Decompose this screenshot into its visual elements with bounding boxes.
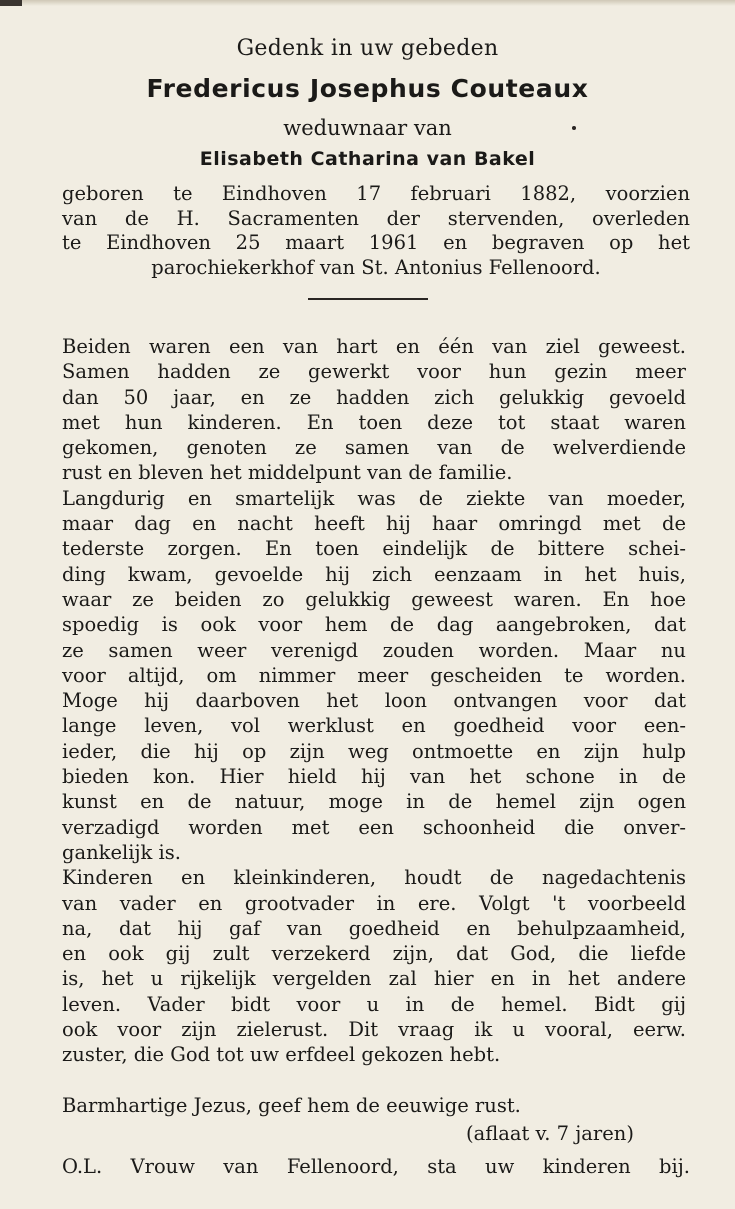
text-line: Langdurig en smartelijk was de ziekte van moeder, bbox=[62, 486, 686, 510]
card-top-edge bbox=[0, 0, 735, 6]
text-line: Kinderen en kleinkinderen, houdt de nagedachtenis bbox=[62, 866, 686, 890]
memorial-text bbox=[62, 334, 686, 1068]
text-line: kunst en de natuur, moge in de hemel zijn ogen bbox=[62, 790, 686, 814]
ink-dot bbox=[572, 126, 576, 130]
prayer-line: Barmhartige Jezus, geef hem de eeuwige rust. bbox=[62, 1094, 521, 1117]
text-line: en ook gij zult verzekerd zijn, dat God, die liefde bbox=[62, 942, 686, 966]
deceased-name: Fredericus Josephus Couteaux bbox=[146, 74, 589, 103]
text-line: Moge hij daarboven het loon ontvangen voor dat bbox=[62, 689, 686, 713]
text-line: voor altijd, om nimmer meer gescheiden te worden. bbox=[62, 663, 686, 687]
text-line: bieden kon. Hier hield hij van het schone in de bbox=[62, 765, 686, 789]
text-line: ieder, die hij op zijn weg ontmoette en zijn hulp bbox=[62, 739, 686, 763]
text-line: zuster, die God tot uw erfdeel gekozen hebt. bbox=[62, 1043, 501, 1067]
divider-rule bbox=[308, 298, 428, 300]
bio-line: te Eindhoven 25 maart 1961 en begraven op het bbox=[62, 231, 690, 254]
text-line: lange leven, vol werklust en goedheid voor een- bbox=[62, 714, 686, 738]
text-line: ook voor zijn zielerust. Dit vraag ik u vooral, eerw. bbox=[62, 1018, 686, 1042]
text-line: van vader en grootvader in ere. Volgt 't voorbeeld bbox=[62, 891, 686, 915]
text-line: leven. Vader bidt voor u in de hemel. Bidt gij bbox=[62, 992, 686, 1016]
text-line: ze samen weer verenigd zouden worden. Maar nu bbox=[62, 638, 686, 662]
text-line: Samen hadden ze gewerkt voor hun gezin meer bbox=[62, 360, 686, 384]
text-line: tederste zorgen. En toen eindelijk de bittere schei- bbox=[62, 537, 686, 561]
closing-invocation: O.L. Vrouw van Fellenoord, sta uw kinderen bij. bbox=[62, 1155, 690, 1178]
intro-line: Gedenk in uw gebeden bbox=[236, 36, 499, 61]
text-line: gekomen, genoten ze samen van de welverdiende bbox=[62, 436, 686, 460]
bio-line: parochiekerkhof van St. Antonius Fellenoord. bbox=[151, 255, 601, 279]
text-line: gankelijk is. bbox=[62, 840, 181, 864]
bio-line: van de H. Sacramenten der stervenden, overleden bbox=[62, 206, 690, 230]
text-line: Beiden waren een van hart en één van ziel geweest. bbox=[62, 335, 686, 358]
spouse-name: Elisabeth Catharina van Bakel bbox=[199, 148, 536, 170]
text-line: met hun kinderen. En toen deze tot staat waren bbox=[62, 410, 686, 434]
indulgence-note: (aflaat v. 7 jaren) bbox=[466, 1122, 634, 1145]
text-line: waar ze beiden zo gelukkig geweest waren. En hoe bbox=[62, 587, 686, 611]
text-line: ding kwam, gevoelde hij zich eenzaam in het huis, bbox=[62, 562, 686, 586]
biography bbox=[62, 182, 690, 280]
text-line: rust en bleven het middelpunt van de familie. bbox=[62, 461, 513, 485]
text-line: verzadigd worden met een schoonheid die onver- bbox=[62, 815, 686, 839]
text-line: maar dag en nacht heeft hij haar omringd met de bbox=[62, 512, 686, 536]
text-line: is, het u rijkelijk vergelden zal hier en in het andere bbox=[62, 967, 686, 991]
corner-mark bbox=[0, 0, 22, 6]
widower-line: weduwnaar van bbox=[283, 116, 452, 140]
text-line: dan 50 jaar, en ze hadden zich gelukkig gevoeld bbox=[62, 385, 686, 409]
text-line: na, dat hij gaf van goedheid en behulpzaamheid, bbox=[62, 916, 686, 940]
text-line: spoedig is ook voor hem de dag aangebroken, dat bbox=[62, 613, 686, 637]
bio-line: geboren te Eindhoven 17 februari 1882, voorzien bbox=[62, 182, 690, 205]
